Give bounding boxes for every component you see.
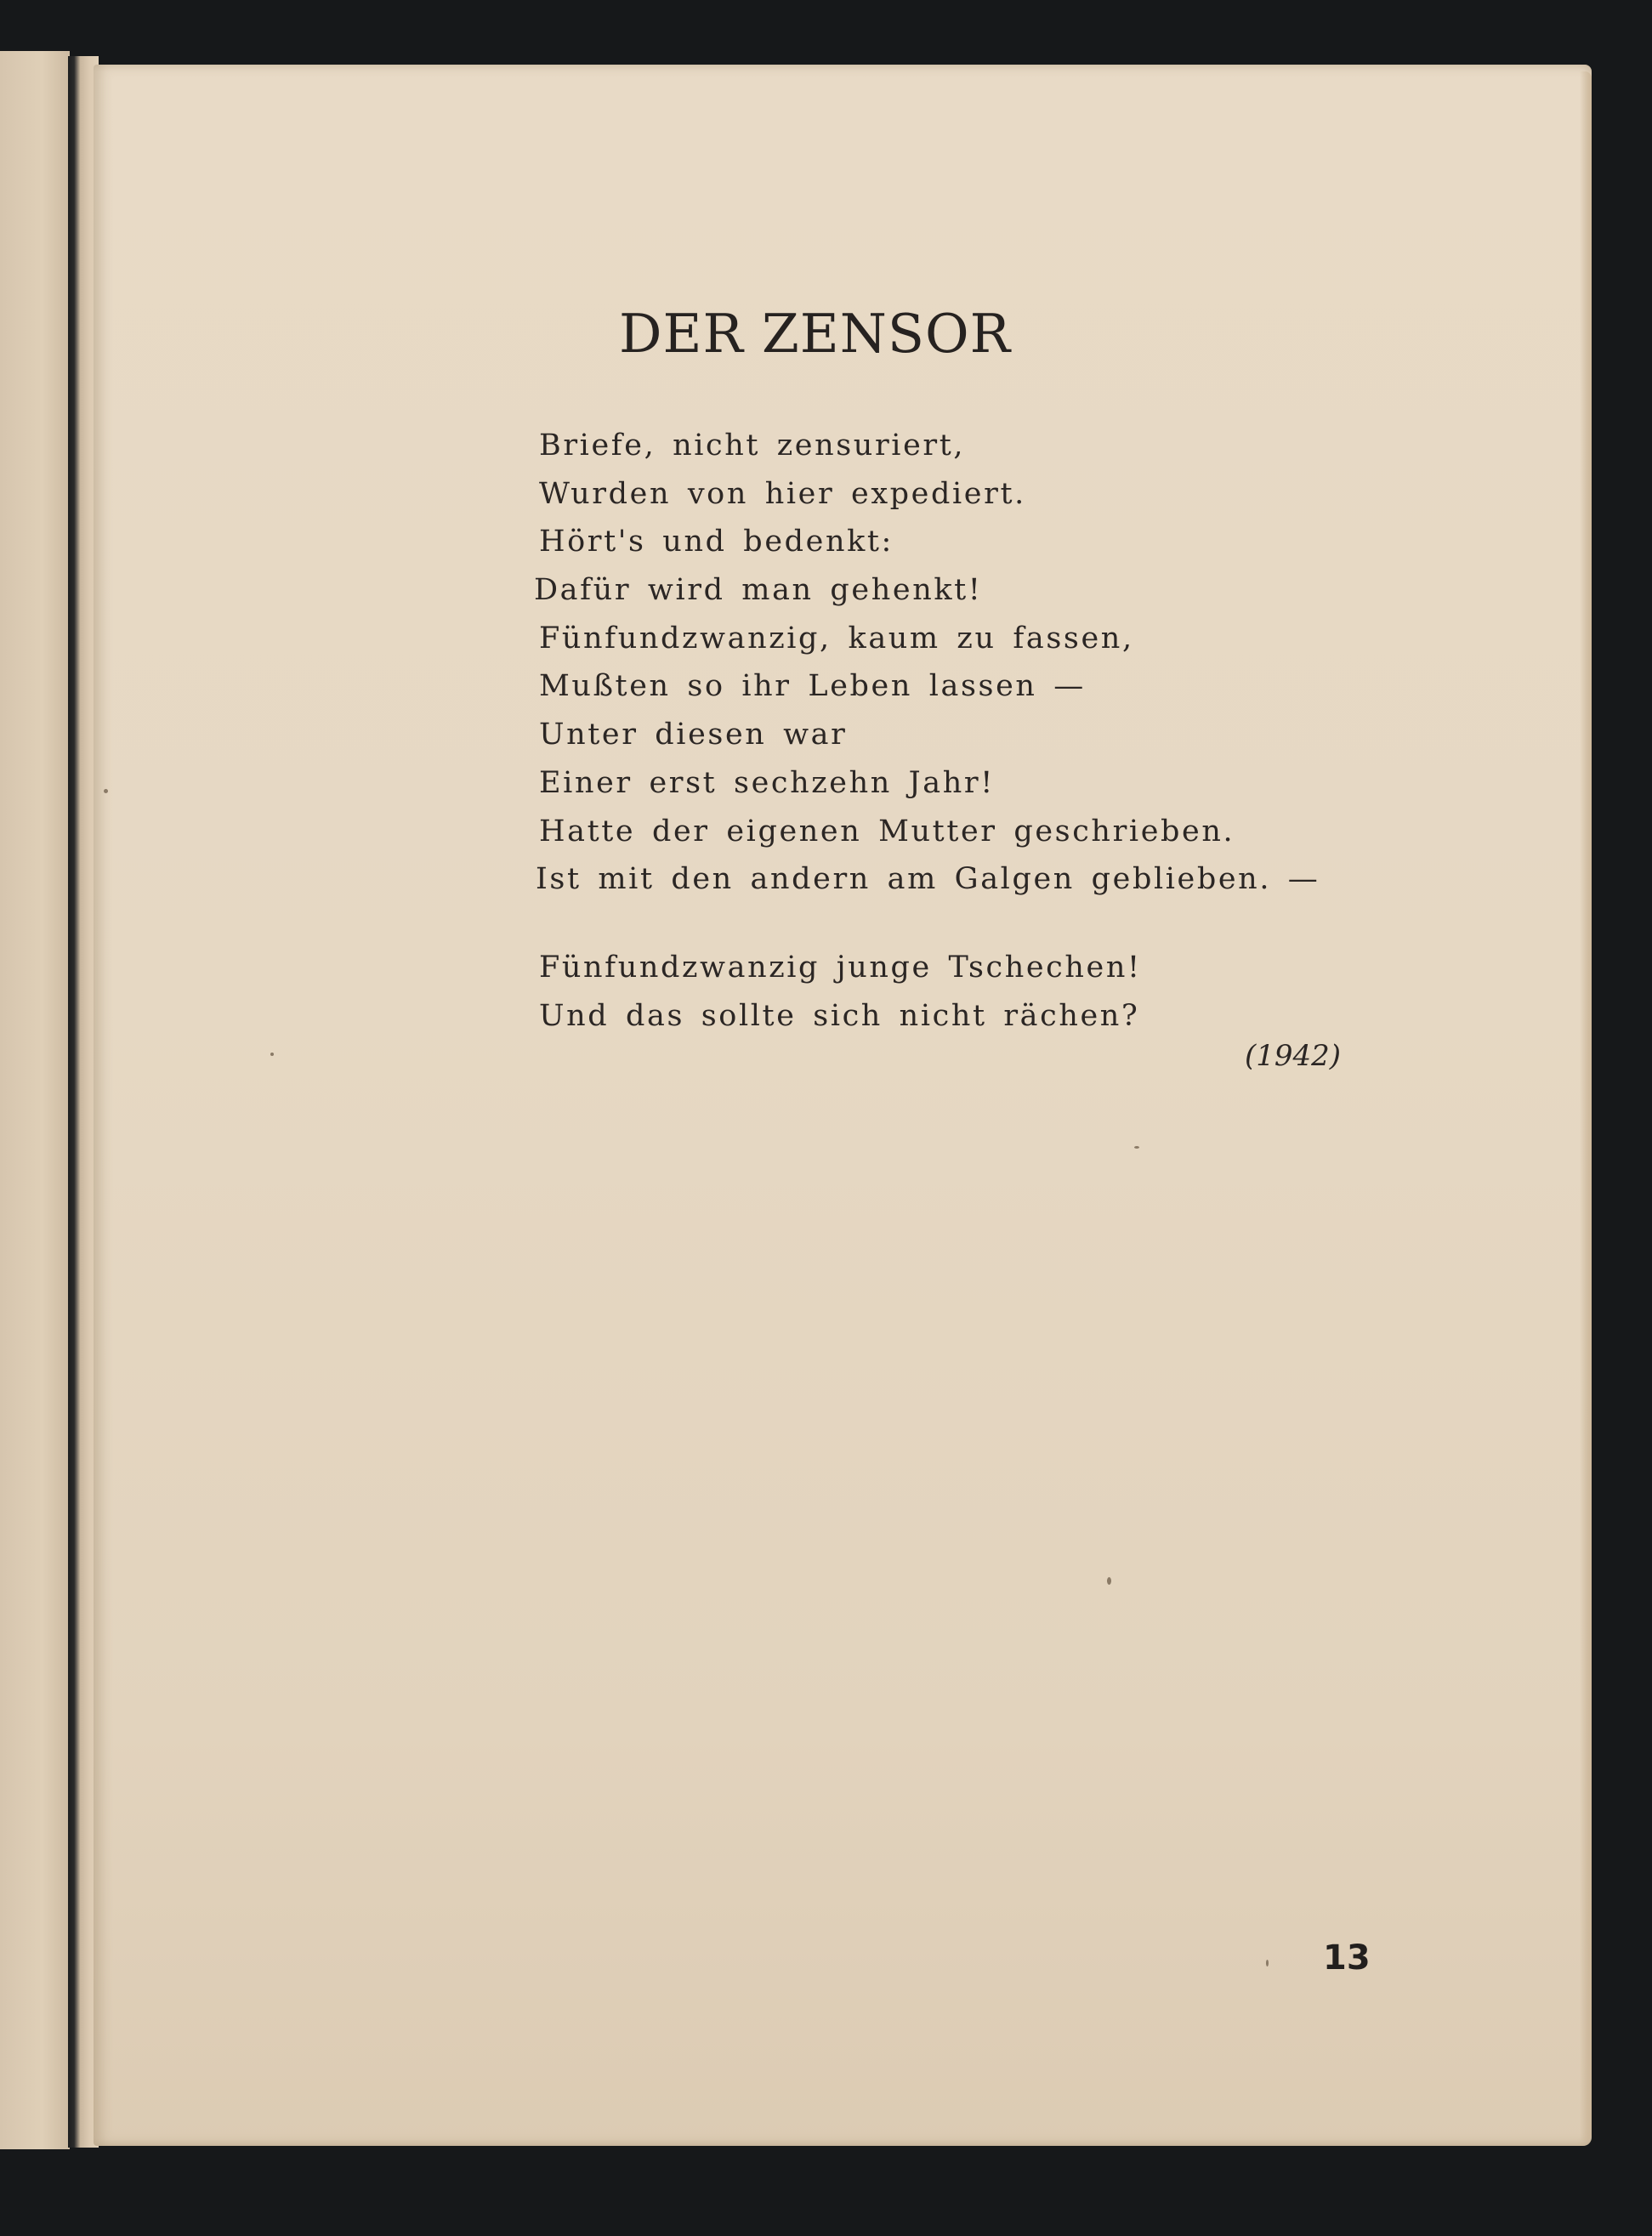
paper-speck <box>1107 1577 1111 1585</box>
stanza-1 <box>534 422 1320 904</box>
poem-line: Hatte der eigenen Mutter geschrieben. <box>539 814 1235 848</box>
poem-line: Hört's und bedenkt: <box>539 525 894 559</box>
poem-line: Fünfundzwanzig junge Tschechen! <box>539 951 1142 985</box>
poem-line: Fünfundzwanzig, kaum zu fassen, <box>539 621 1134 655</box>
paper-speck <box>1266 1960 1269 1966</box>
poem-title: DER ZENSOR <box>619 303 1012 365</box>
left-page-edge <box>0 51 70 2149</box>
poem-line: Mußten so ihr Leben lassen — <box>539 669 1086 704</box>
poem-date: (1942) <box>1245 1039 1342 1073</box>
poem-line: Einer erst sechzehn Jahr! <box>539 765 995 800</box>
poem-line: Und das sollte sich nicht rächen? <box>539 998 1140 1033</box>
poem-line: Ist mit den andern am Galgen geblieben. — <box>536 862 1320 897</box>
page-number: 13 <box>1323 1938 1371 1978</box>
page-edge-shading <box>1580 71 1592 2141</box>
poem-line: Briefe, nicht zensuriert, <box>539 428 966 463</box>
book-page <box>94 65 1592 2146</box>
poem-line: Unter diesen war <box>539 718 848 752</box>
paper-speck <box>270 1053 274 1056</box>
poem-line: Dafür wird man gehenkt! <box>534 573 983 608</box>
paper-speck <box>104 789 108 793</box>
stanza-2 <box>537 944 1142 1040</box>
paper-speck <box>1134 1146 1139 1149</box>
poem-line: Wurden von hier expediert. <box>539 476 1026 511</box>
